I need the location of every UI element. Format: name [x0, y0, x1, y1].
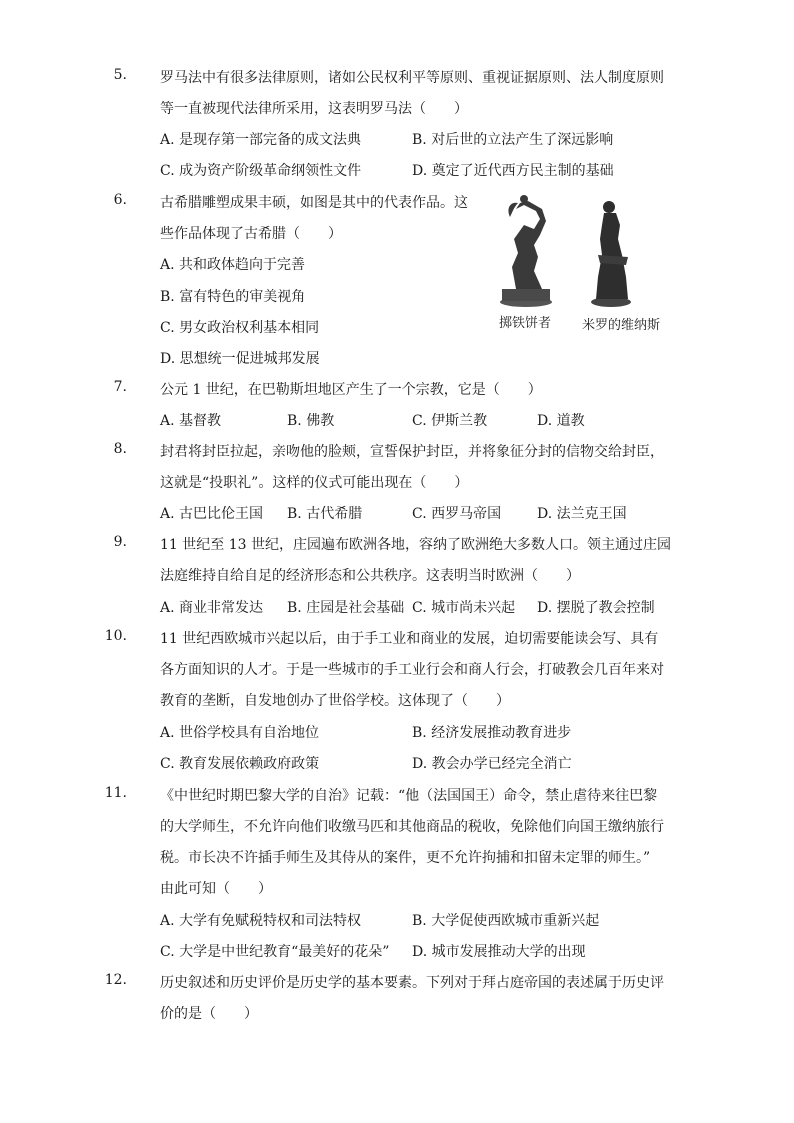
question-number: 10. — [104, 628, 127, 644]
question-stem-line: 各方面知识的人才。于是一些城市的手工业行会和商人行会，打破教会几百年来对 — [160, 662, 664, 678]
option-a: A. 基督教 — [160, 413, 222, 429]
option-d: D. 思想统一促进城邦发展 — [160, 351, 320, 367]
question-number: 12. — [104, 972, 127, 988]
option-b: B. 对后世的立法产生了深远影响 — [412, 132, 614, 148]
question-stem-line: 法庭维持自给自足的经济形态和公共秩序。这表明当时欧洲（ ） — [160, 568, 580, 584]
question-stem-line: 税。市长决不许插手师生及其侍从的案件，更不允许拘捕和扣留未定罪的师生。” — [160, 850, 651, 866]
option-b: B. 佛教 — [287, 413, 335, 429]
question-number: 5. — [113, 67, 127, 83]
question-number: 6. — [113, 192, 127, 208]
option-b: B. 庄园是社会基础 — [287, 600, 405, 616]
option-d: D. 城市发展推动大学的出现 — [412, 944, 586, 960]
option-d: D. 道教 — [537, 413, 585, 429]
question-stem-line: 11 世纪西欧城市兴起以后，由于手工业和商业的发展，迫切需要能读会写、具有 — [160, 631, 659, 647]
option-a: A. 大学有免赋税特权和司法特权 — [160, 913, 362, 929]
question-stem-line: 教育的垄断，自发地创办了世俗学校。这体现了（ ） — [160, 693, 510, 709]
option-c: C. 成为资产阶级革命纲领性文件 — [160, 163, 362, 179]
option-b: B. 富有特色的审美视角 — [160, 289, 306, 305]
question-number: 11. — [104, 785, 127, 801]
question-stem-line: 古希腊雕塑成果丰硕，如图是其中的代表作品。这 — [160, 195, 468, 211]
option-c: C. 男女政治权利基本相同 — [160, 320, 320, 336]
sculpture-figure — [494, 195, 664, 335]
option-b: B. 古代希腊 — [287, 506, 363, 522]
question-stem-line: 些作品体现了古希腊（ ） — [160, 226, 342, 242]
question-stem-line: 封君将封臣拉起，亲吻他的脸颊，宣誓保护封臣，并将象征分封的信物交给封臣， — [160, 444, 664, 460]
option-c: C. 教育发展依赖政府政策 — [160, 756, 320, 772]
question-stem-line: 等一直被现代法律所采用，这表明罗马法（ ） — [160, 101, 468, 117]
option-b: B. 经济发展推动教育进步 — [412, 725, 572, 741]
question-stem-line: 的大学师生，不允许向他们收缴马匹和其他商品的税收，免除他们向国王缴纳旅行 — [160, 819, 664, 835]
question-stem-line: 价的是（ ） — [160, 1006, 258, 1022]
question-stem-line: 《中世纪时期巴黎大学的自治》记载：“他（法国国王）命令，禁止虐待来往巴黎 — [160, 788, 658, 804]
figure-caption-discobolus: 掷铁饼者 — [499, 316, 552, 331]
option-a: A. 古巴比伦王国 — [160, 506, 264, 522]
question-number: 7. — [113, 379, 127, 395]
question-stem-line: 公元 1 世纪，在巴勒斯坦地区产生了一个宗教，它是（ ） — [160, 382, 542, 398]
question-number: 8. — [113, 441, 127, 457]
option-d: D. 法兰克王国 — [537, 506, 627, 522]
option-a: A. 是现存第一部完备的成文法典 — [160, 132, 362, 148]
option-a: A. 共和政体趋向于完善 — [160, 257, 306, 273]
option-d: D. 教会办学已经完全消亡 — [412, 756, 572, 772]
discobolus-statue-image — [500, 195, 552, 307]
option-c: C. 城市尚未兴起 — [412, 600, 516, 616]
option-a: A. 世俗学校具有自治地位 — [160, 725, 320, 741]
option-c: C. 伊斯兰教 — [412, 413, 488, 429]
question-number: 9. — [113, 534, 127, 550]
question-stem-line: 这就是“投职礼”。这样的仪式可能出现在（ ） — [160, 475, 469, 491]
option-b: B. 大学促使西欧城市重新兴起 — [412, 913, 600, 929]
question-stem-line: 罗马法中有很多法律原则，诸如公民权利平等原则、重视证据原则、法人制度原则 — [160, 70, 664, 86]
option-c: C. 大学是中世纪教育“最美好的花朵” — [160, 944, 390, 960]
question-stem-line: 11 世纪至 13 世纪，庄园遍布欧洲各地，容纳了欧洲绝大多数人口。领主通过庄园 — [160, 537, 671, 553]
venus-de-milo-statue-image — [591, 201, 631, 307]
option-d: D. 摆脱了教会控制 — [537, 600, 655, 616]
option-a: A. 商业非常发达 — [160, 600, 264, 616]
question-stem-line: 历史叙述和历史评价是历史学的基本要素。下列对于拜占庭帝国的表述属于历史评 — [160, 975, 664, 991]
option-d: D. 奠定了近代西方民主制的基础 — [412, 163, 614, 179]
question-stem-line: 由此可知（ ） — [160, 881, 272, 897]
option-c: C. 西罗马帝国 — [412, 506, 502, 522]
figure-caption-venus: 米罗的维纳斯 — [582, 318, 661, 333]
